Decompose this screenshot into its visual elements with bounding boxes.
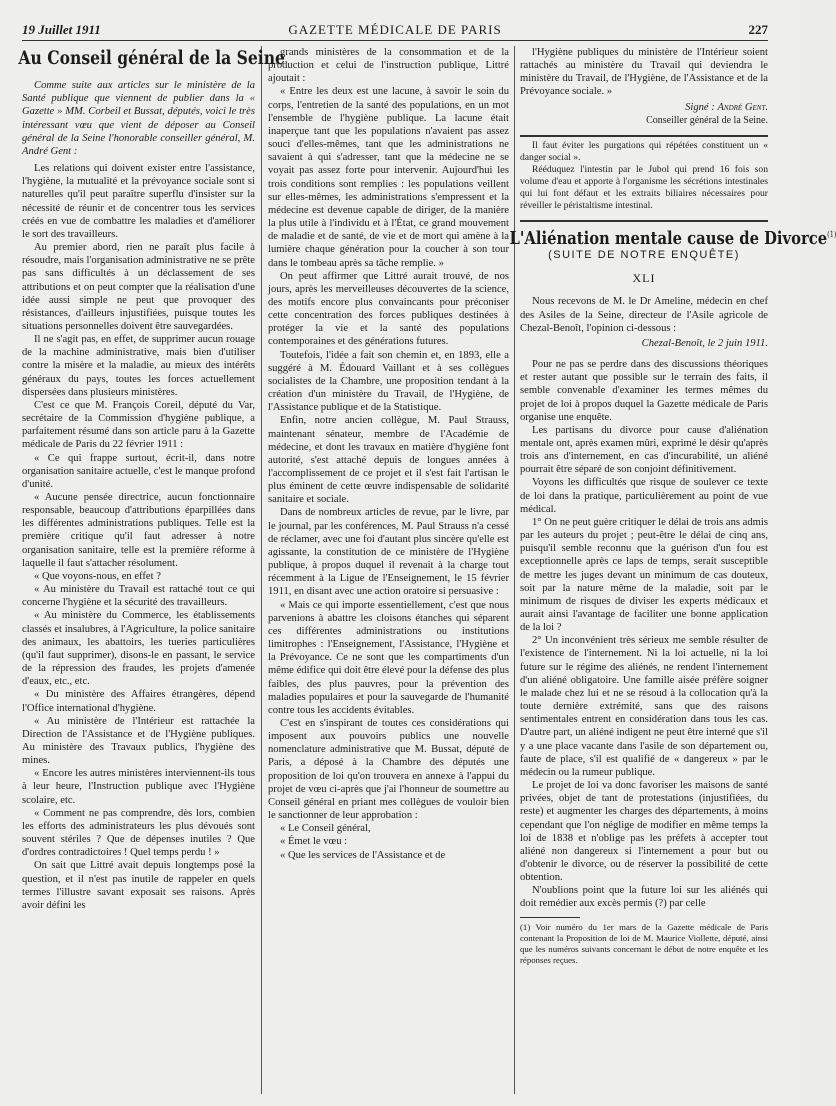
- column-divider: [261, 46, 262, 1094]
- journal-name: GAZETTE MÉDICALE DE PARIS: [288, 22, 502, 37]
- article-title: Au Conseil général de la Seine: [18, 47, 285, 69]
- paragraph: Dans de nombreux articles de revue, par le livre, par le journal, par les conférences, M. Paul Strauss n'a cessé de réclamer, avec une foi d'autant plus sincère qu'elle est agissante, la constitution de ce ministère de l'Hygiène publique, à propos duquel il revenait à la charge tout récemment à la Ligue de l'Enseignement, le 15 février 1911, en disant avec une action oratoire si persuasive :: [268, 507, 509, 598]
- footnote: (1) Voir numéro du 1er mars de la Gazette médicale de Paris contenant la Proposition de loi de M. Maurice Viollette, député, ainsi que les numéros suivants concernant le début de notre enquête et les réponses reçues.: [520, 921, 768, 965]
- paragraph: 1° On ne peut guère critiquer le délai de trois ans admis par les auteurs du projet ; peut-être le délai de cinq ans, puisqu'il semble reconnu que la guérison d'un fou est exceptionnelle après ce laps de temps, serait susceptible de mettre les juges devant un minimum de cas douteux, soit par la nature même de la maladie, soit par le minimum de risques de diviser les experts médicaux et aurait ainsi l'avantage de faciliter une bonne application de la loi ?: [520, 516, 768, 634]
- paragraph: On peut affirmer que Littré aurait trouvé, de nos jours, après les merveilleuses découvertes de la science, des motifs encore plus convaincants pour préconiser cette concentration des forces publiques destinées à protéger la vie et la santé des populations contemporaines et des générations futures.: [268, 270, 509, 348]
- paragraph: « Au ministère du Travail est rattaché tout ce qui concerne l'hygiène et la sécurité des travailleurs.: [22, 584, 255, 609]
- paragraph: Les relations qui doivent exister entre l'assistance, l'hygiène, la mutualité et la prévoyance sociale sont si naturelles qu'il peut paraître superflu d'insister sur la nécessité de réunir et de concentrer tous les services créés en vue de combattre les maladies et d'améliorer le sort des travailleurs.: [22, 163, 255, 240]
- paragraph: « Aucune pensée directrice, aucun fonctionnaire responsable, beaucoup d'attributions éparpillées dans les différentes administrations publiques. Telle est la première critique qu'il faut adresser à notre organisation sanitaire, telle est la première réforme à laquelle il faut s'attacher résolument.: [22, 492, 255, 569]
- issue-date: 19 Juillet 1911: [22, 22, 101, 37]
- paragraph: Les partisans du divorce pour cause d'aliénation mentale ont, après examen mûri, exprimé le désir qu'après trois ans d'internement, en cas d'incurabilité, un aliéné pourrait être séparé de son conjoint définitivement.: [520, 424, 768, 476]
- header-rule: [22, 40, 768, 41]
- paragraph: « Au ministère du Commerce, les établissements classés et insalubres, à l'Agriculture, la police sanitaire des animaux, les abattoirs, les tueries particulières (qu'il faut supprimer), disons-le en passant, le service de la répression des fraudes, les projets d'amenée d'eaux, etc., etc.: [22, 610, 255, 688]
- paragraph: « Que les services de l'Assistance et de: [280, 849, 446, 861]
- paragraph: Pour ne pas se perdre dans des discussions théoriques et rester autant que possible sur le terrain des faits, il semble convenable d'examiner les termes mêmes du projet de loi à propos duquel la Gazette médicale de Paris organise une enquête.: [520, 359, 768, 423]
- column-3: [509, 46, 836, 1094]
- paragraph: « Le Conseil général,: [280, 823, 371, 835]
- footnote-rule: [520, 917, 580, 918]
- paragraph: « Comment ne pas comprendre, dès lors, combien les efforts des administrateurs les plus dévoués sont souvent stériles ? Que de dépenses inutiles ? Que d'ordres contradictoires ! Quel temps perdu ! »: [22, 807, 255, 859]
- paragraph: Toutefois, l'idée a fait son chemin et, en 1893, elle a suggéré à M. Édouard Vaillant et à ses collègues socialistes de la Chambre, une proposition tendant à la création d'un ministère du Travail, de l'Hygiène, de l'Assistance publique et de la Statistique.: [268, 349, 509, 414]
- section-rule: [520, 135, 768, 137]
- section-rule: [520, 220, 768, 222]
- article-subtitle: (SUITE DE NOTRE ENQUÊTE): [548, 249, 740, 262]
- article-title-text: L'Aliénation mentale cause de Divorce: [509, 227, 828, 249]
- paragraph: « Émet le vœu :: [280, 836, 348, 848]
- signed-label: Signé :: [685, 101, 715, 113]
- paragraph: Voyons les difficultés que risque de soulever ce texte de loi dans la pratique, particulièrement au point de vue médical.: [520, 477, 768, 515]
- paragraph: « Que voyons-nous, en effet ?: [34, 570, 161, 582]
- paragraph: N'oublions point que la future loi sur les aliénés qui doit remédier aux excès permis (?) par celle: [520, 885, 768, 910]
- paragraph: « Du ministère des Affaires étrangères, dépend l'Office international d'hygiène.: [22, 689, 255, 714]
- paragraph: Le projet de loi va donc favoriser les maisons de santé privées, objet de tant de protestations (injustifiées, du reste) et augmenter les charges des départements, à moins cependant que l'on néglige de modifier en même temps la loi de 1838 et n'oblige pas les préfets à accepter tout aliéné non dangereux si l'internement a pour but ou d'obtenir le divorce, ou de réserver la possibilité de cette obtention.: [520, 780, 768, 884]
- article-closing-paragraph: l'Hygiène publiques du ministère de l'Intérieur soient rattachés au ministère du Travail qui deviendra le ministère du Travail, de l'Hygiène, de l'Assistance et de la Prévoyance sociale. »: [520, 47, 768, 98]
- running-header: [22, 20, 768, 40]
- signature-title: Conseiller général de la Seine.: [646, 114, 768, 126]
- article-body: [22, 162, 255, 912]
- article-body-continued: [268, 46, 509, 862]
- paragraph: grands ministères de la consommation et de la production et celui de l'instruction publique, Littré ajoutait :: [268, 47, 509, 85]
- article-title: [509, 227, 836, 249]
- article-body: [520, 358, 768, 911]
- column-divider: [514, 46, 515, 1094]
- advert-notice-2: Rééduquez l'intestin par le Jubol qui prend 16 fois son volume d'eau et apporte à l'organisme les sécrétions intestinales qui lui font défaut et les extraits biliaires nécessaires pour réveiller le péristaltisme intestinal.: [520, 163, 768, 211]
- article-intro: Nous recevons de M. le Dr Ameline, médecin en chef des Asiles de la Seine, directeur de l'Asile agricole de Chezal-Benoît, l'opinion ci-dessous :: [520, 296, 768, 334]
- signature-line: [520, 101, 768, 114]
- advert-notice-1: Il faut éviter les purgations qui répétées constituent un « danger social ».: [520, 139, 768, 163]
- paragraph: Au premier abord, rien ne paraît plus facile à résoudre, mais l'organisation administrative ne se prête pas sans difficultés à un déclassement de ses attributions et on peut compter que la réalisation d'une idée aussi simple ne peut que provoquer des résistances, d'ailleurs injustifiées, puisque toutes les situations personnelles doivent être sauvegardées.: [22, 242, 255, 332]
- article-intro: Comme suite aux articles sur le ministère de la Santé publique que viennent de publier dans la « Gazette » MM. Corbeil et Bussat, députés, voici le très intéressant vœu que vient de déposer au Conseil général de la Seine l'honorable conseiller général, M. André Gent :: [22, 80, 255, 157]
- paragraph: C'est en s'inspirant de toutes ces considérations qui imposent aux pouvoirs publics une nouvelle nomenclature administrative que M. Bussat, député de Paris, a déposé à la Chambre des députés une proposition de loi qu'on trouvera en annexe à l'appui du projet de vœu ci-après que j'ai l'honneur de soumettre au Conseil général en priant mes collègues de vouloir bien le sanctionner de leur approbation :: [268, 717, 509, 822]
- paragraph: On sait que Littré avait depuis longtemps posé la question, et il n'est pas inutile de rappeler en quels termes l'illustre savant exposait ses raisons. Après avoir défini les: [22, 860, 255, 911]
- paragraph: « Encore les autres ministères interviennent-ils tous à leur heure, l'Instruction publique avec l'Hygiène scolaire, etc.: [22, 768, 255, 806]
- title-footnote-mark: (1): [827, 229, 836, 239]
- column-1: [18, 46, 285, 1094]
- paragraph: Il ne s'agit pas, en effet, de supprimer aucun rouage de la machine administrative, mais bien d'utiliser contre la misère et la maladie, au mieux des intérêts généraux du pays, toutes les forces actuellement dispersées dans plusieurs ministères.: [22, 334, 255, 398]
- column-2: [268, 46, 509, 1094]
- dateline: Chezal-Benoît, le 2 juin 1911.: [641, 337, 768, 349]
- page-number: 227: [748, 22, 768, 37]
- signature-name: André Gent.: [717, 101, 768, 113]
- paragraph: Enfin, notre ancien collègue, M. Paul Strauss, maintenant sénateur, membre de l'Académie de médecine, et dont les travaux en matière d'hygiène font autorité, s'est attaché depuis de longues années à l'accomplissement de ce projet et il s'est fait l'artisan le plus éminent de cette œuvre indispensable de solidarité sanitaire et sociale.: [268, 415, 509, 506]
- section-number: XLI: [632, 271, 656, 286]
- paragraph: « Entre les deux est une lacune, à savoir le soin du corps, l'entretien de la santé des populations, en un mot l'ensemble de l'hygiène publique. La lacune était inaperçue tant que les populations n'avaient pas assez souci d'elles-mêmes, tant que les administrations ne savaient à qui s'adresser, tant que la médecine ne se voyait pas assez forte pour intervenir. Aujourd'hui les trois conditions sont remplies : les populations veillent sur elles-mêmes, les administrations s'empressent et la médecine est devenue capable de diriger, de la manière la plus utile à l'individu et à l'État, ce grand mouvement de maladie et de santé, de vie et de mort qui amène à la lumière chaque génération pour la coucher à son tour dans le tombeau après sa tâche remplie. »: [268, 86, 509, 269]
- paragraph: C'est ce que M. François Coreil, député du Var, secrétaire de la Commission d'hygiène publique, a parfaitement résumé dans son article paru à la Gazette médicale de Paris du 22 février 1911 :: [22, 399, 255, 451]
- paragraph: « Au ministère de l'Intérieur est rattachée la Direction de l'Assistance et de l'Hygiène publiques. Au ministère des Travaux publics, l'hygiène des mines.: [22, 715, 255, 767]
- paragraph: « Ce qui frappe surtout, écrit-il, dans notre organisation sanitaire actuelle, c'est le manque profond d'unité.: [22, 452, 255, 490]
- paragraph: 2° Un inconvénient très sérieux me semble résulter de l'existence de l'internement. Ni la loi actuelle, ni la loi future sur le régime des aliénés, ne rendent l'internement d'un aliéné obligatoire. Une famille aisée préfère soigner le malade chez lui et ne se résoud à la collocation qu'à la toute dernière extrémité, sans que des raisons sentimentales entrent en considération dans tous les cas. D'autre part, un aliéné indigent ne peut être interné que s'il y a une place vacante dans l'asile de son département ou, faute de place, s'il est qualifié de « dangereux » par le médecin ou la rumeur publique.: [520, 635, 768, 778]
- paragraph: « Mais ce qui importe essentiellement, c'est que nous parvenions à abattre les cloisons étanches qui séparent ces différentes administrations ou institutions limitrophes : l'Enseignement, l'Assistance, l'Hygiène et la Prévoyance. Ce ne sont que les compartiments d'un même édifice qui doit être élevé pour la défense des plus faibles, des plus pauvres, pour la prévention des maladies populaires et pour la sauvegarde de l'humanité contre tous les accidents évitables.: [268, 599, 509, 716]
